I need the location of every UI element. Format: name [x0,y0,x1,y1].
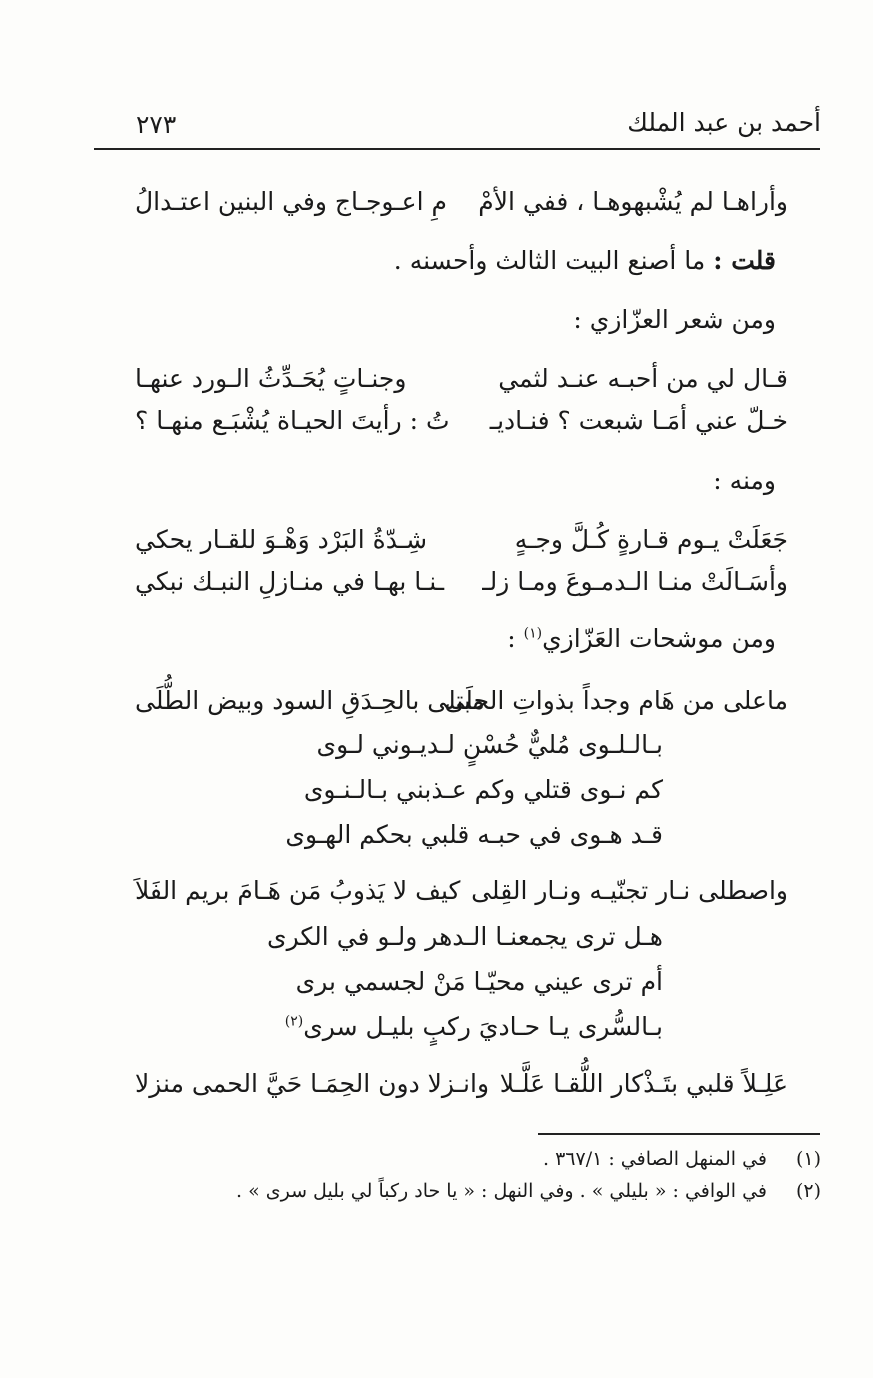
footnote-1-text: في المنهل الصافي : ٣٦٧/١ . [543,1148,767,1170]
comment-text: ما أصنع البيت الثالث وأحسنه . [393,246,706,275]
verse-2-right: قـال لي من أحبـه عنـد لثمي [498,364,788,393]
muwashshah-line-6: هـل ترى يجمعنـا الـدهر ولـو في الكرى [267,922,663,951]
comment-lead: قلت : [713,246,776,275]
intro-muwashshah-text: ومن موشحات العَزّازي [542,624,776,653]
muwashshah-line-5-left: كيف لا يَذوبُ مَن هَـامَ بريم الفَلاَ [135,876,461,905]
verse-2-left: وجنـاتٍ يُحَـدِّثُ الـورد عنهـا [135,364,407,393]
muwashshah-line-9-right: عَلِـلاً قلبي بتَـذْكار اللُّقـا عَلَّـلا [499,1069,788,1098]
verse-5-left: ـنـا بهـا في منـازلِ النبـك نبكي [135,567,445,596]
intro-poem: ومن شعر العزّازي : [573,305,776,334]
verse-3-left: تُ : رأيتَ الحيـاة يُشْبَـع منهـا ؟ [135,406,450,435]
muwashshah-line-7: أم ترى عيني محيّـا مَنْ لجسمي برى [295,967,663,996]
header-rule [94,148,820,150]
verse-3-right: خـلّ عني أمَـا شبعت ؟ فنـاديـ [489,406,788,435]
footnote-ref-2: (٢) [284,1013,304,1030]
muwashshah-line-5-right: واصطلى نـار تجنّيـه ونـار القِلى [471,876,788,905]
footnote-rule [538,1133,820,1135]
verse-4-left: شِـدّةُ البَرْد وَهْـوَ للقـار يحكي [135,525,428,554]
muwashshah-line-9-left: وانـزلا دون الحِمَـا حَيَّ الحمى منزلا [135,1069,490,1098]
comment-line [394,246,776,275]
intro-muwashshah [507,624,776,653]
muwashshah-line-3: كم نـوى قتلي وكم عـذبني بـالـنـوى [303,775,663,804]
verse-1-right: وأراهـا لم يُشْبهوهـا ، ففي الأمْ [478,187,788,216]
intro-colon: : [507,624,516,653]
muwashshah-line-2: بـالـلـوى مُليٌّ حُسْنٍ لـديـوني لـوى [316,730,663,759]
muwashshah-line-4: قـد هـوى في حبـه قلبي بحكم الهـوى [285,820,663,849]
muwashshah-line-8-text: بـالسُّرى يـا حـاديَ ركبٍ بليـل سرى [303,1012,663,1041]
muwashshah-line-1-right: ماعلى من هَام وجداً بذواتِ الحلَى [444,686,788,715]
verse-1-left: مِ اعـوجـاج وفي البنين اعتـدالُ [135,187,447,216]
page-number: ٢٧٣ [136,110,177,139]
footnote-2-text: في الوافي : « بليلي » . وفي النهل : « يا حاد ركباً لي بليل سرى » . [236,1180,767,1202]
footnote-1-number: (١) [795,1148,821,1170]
muwashshah-line-8 [285,1012,663,1041]
verse-5-right: وأسَـالَتْ منـا الـدمـوعَ ومـا زلـ [482,567,788,596]
verse-4-right: جَعَلَتْ يـوم قـارةٍ كُـلَّ وجـهٍ [514,525,788,554]
muwashshah-line-1-left: مبتلى بالحِـدَقِ السود وبيض الطُّلَى [135,686,485,715]
footnote-ref-1: (١) [523,625,543,642]
footnote-2-number: (٢) [795,1180,821,1202]
running-title: أحمد بن عبد الملك [627,108,821,137]
intro-minhu: ومنه : [713,466,776,495]
